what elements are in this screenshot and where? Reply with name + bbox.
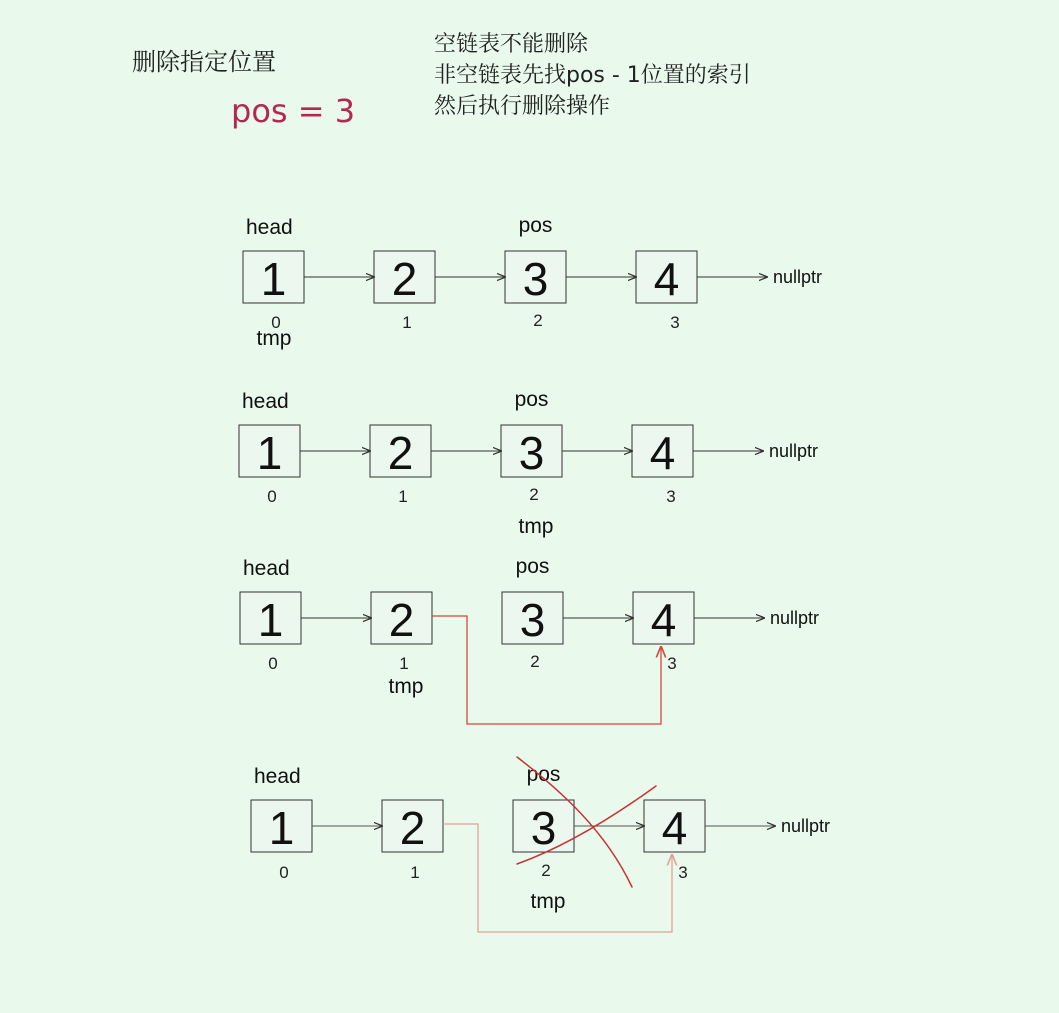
node-index: 1 [410, 863, 420, 882]
node-value: 4 [653, 253, 680, 305]
head-label: head [242, 390, 289, 413]
node-value: 4 [650, 594, 677, 646]
tmp-marker: tmp [530, 890, 566, 913]
tmp-marker: tmp [256, 327, 292, 350]
node-value: 2 [391, 253, 418, 305]
node-index: 2 [530, 652, 540, 671]
tmp-marker: tmp [388, 675, 424, 698]
node-index: 3 [666, 487, 676, 506]
node-index: 0 [279, 863, 289, 882]
note-line-3: 然后执行删除操作 [434, 94, 611, 119]
head-label: head [243, 557, 290, 580]
node-index: 2 [529, 485, 539, 504]
pos-marker: pos [518, 214, 553, 237]
node-value: 2 [399, 802, 426, 854]
node-index: 3 [667, 654, 677, 673]
node-index: 2 [533, 311, 543, 330]
node-value: 1 [260, 253, 287, 305]
head-label: head [246, 216, 293, 239]
null-label: nullptr [770, 608, 820, 628]
node-value: 3 [530, 802, 557, 854]
page-title: 删除指定位置 [132, 48, 276, 76]
node-value: 1 [268, 802, 295, 854]
node-index: 1 [399, 654, 409, 673]
pos-marker: pos [526, 763, 561, 786]
node-value: 3 [518, 427, 545, 479]
node-value: 4 [661, 802, 688, 854]
pos-value: pos = 3 [231, 92, 356, 130]
node-index: 0 [271, 313, 281, 332]
note-line-1: 空链表不能删除 [434, 32, 589, 57]
node-value: 1 [256, 427, 283, 479]
node-index: 2 [541, 861, 551, 880]
null-label: nullptr [781, 816, 831, 836]
tmp-marker: tmp [518, 515, 554, 538]
node-value: 2 [387, 427, 414, 479]
pos-marker: pos [514, 388, 549, 411]
node-index: 3 [670, 313, 680, 332]
node-index: 0 [267, 487, 277, 506]
note-line-2: 非空链表先找pos - 1位置的索引 [434, 63, 751, 88]
node-index: 3 [678, 863, 688, 882]
head-label: head [254, 765, 301, 788]
node-value: 4 [649, 427, 676, 479]
node-value: 3 [519, 594, 546, 646]
node-value: 1 [257, 594, 284, 646]
node-index: 0 [268, 654, 278, 673]
pos-marker: pos [515, 555, 550, 578]
node-value: 3 [522, 253, 549, 305]
null-label: nullptr [769, 441, 819, 461]
node-index: 1 [398, 487, 408, 506]
null-label: nullptr [773, 267, 823, 287]
node-index: 1 [402, 313, 412, 332]
node-value: 2 [388, 594, 415, 646]
